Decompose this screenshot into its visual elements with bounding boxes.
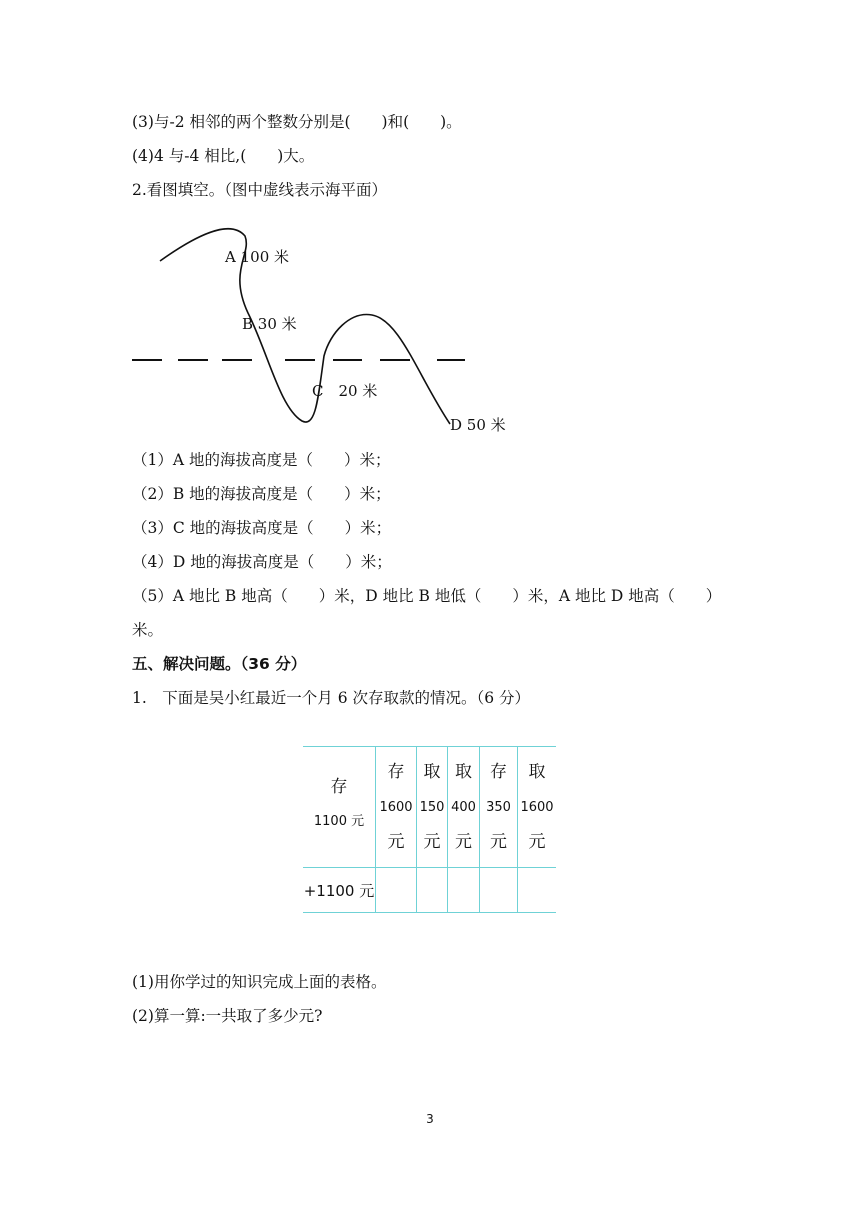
table-cell-first: +1100 元 bbox=[303, 868, 376, 913]
fill-2: （2）B 地的海拔高度是（ ）米； bbox=[132, 485, 391, 503]
cell-unit: 元 bbox=[423, 832, 441, 852]
table-cell-empty[interactable] bbox=[480, 868, 518, 913]
cell-amount: 1100 元 bbox=[313, 814, 365, 829]
page-number: 3 bbox=[426, 1112, 434, 1126]
sub-question-1: (1)用你学过的知识完成上面的表格。 bbox=[132, 973, 387, 991]
cell-action: 存 bbox=[490, 762, 507, 782]
fill-3: （3）C 地的海拔高度是（ ）米； bbox=[132, 519, 392, 537]
table-cell bbox=[448, 747, 480, 868]
cell-amount: 350 bbox=[486, 800, 511, 815]
cell-action: 取 bbox=[528, 762, 546, 782]
label-b: B 30 米 bbox=[242, 315, 297, 333]
fill-5-continued: 米。 bbox=[132, 621, 164, 639]
cell-amount: 1600 bbox=[379, 800, 413, 815]
fill-1: （1）A 地的海拔高度是（ ）米； bbox=[132, 451, 391, 469]
cell-unit: 元 bbox=[455, 832, 472, 852]
table-cell-empty[interactable] bbox=[448, 868, 480, 913]
table-row bbox=[303, 868, 556, 913]
label-c: C 20 米 bbox=[312, 382, 378, 400]
cell-unit: 元 bbox=[387, 832, 405, 852]
table-cell-empty[interactable] bbox=[417, 868, 448, 913]
question-2-title: 2.看图填空。（图中虚线表示海平面） bbox=[132, 181, 388, 199]
cell-amount: 400 bbox=[451, 800, 476, 815]
sea-level-diagram bbox=[120, 218, 540, 443]
table-cell bbox=[376, 747, 417, 868]
section-5-title: 五、解决问题。（36 分） bbox=[132, 655, 307, 673]
question-4: (4)4 与-4 相比,( )大。 bbox=[132, 147, 315, 165]
table-cell bbox=[417, 747, 448, 868]
fill-4: （4）D 地的海拔高度是（ ）米； bbox=[132, 553, 392, 571]
problem-1: 1. 下面是吴小红最近一个月 6 次存取款的情况。（6 分） bbox=[132, 689, 531, 707]
deposit-table bbox=[303, 746, 556, 913]
cell-action: 存 bbox=[387, 762, 405, 782]
table-cell bbox=[518, 747, 557, 868]
table-row bbox=[303, 747, 556, 868]
cell-action: 取 bbox=[455, 762, 472, 782]
table-cell-empty[interactable] bbox=[376, 868, 417, 913]
table-cell bbox=[480, 747, 518, 868]
cell-label: 存 bbox=[330, 777, 348, 797]
table-cell-header bbox=[303, 747, 376, 868]
terrain-curve bbox=[160, 229, 450, 424]
cell-amount: 1600 bbox=[520, 800, 554, 815]
table-cell-empty[interactable] bbox=[518, 868, 557, 913]
label-d: D 50 米 bbox=[450, 416, 506, 434]
cell-action: 取 bbox=[423, 762, 441, 782]
cell-unit: 元 bbox=[528, 832, 546, 852]
sub-question-2: (2)算一算:一共取了多少元? bbox=[132, 1007, 323, 1025]
label-a: A 100 米 bbox=[225, 248, 289, 266]
cell-amount: 150 bbox=[419, 800, 445, 815]
question-3: (3)与-2 相邻的两个整数分别是( )和( )。 bbox=[132, 113, 462, 131]
cell-unit: 元 bbox=[490, 832, 507, 852]
fill-5: （5）A 地比 B 地高（ ）米，D 地比 B 地低（ ）米，A 地比 D 地高（ ） bbox=[132, 587, 722, 605]
